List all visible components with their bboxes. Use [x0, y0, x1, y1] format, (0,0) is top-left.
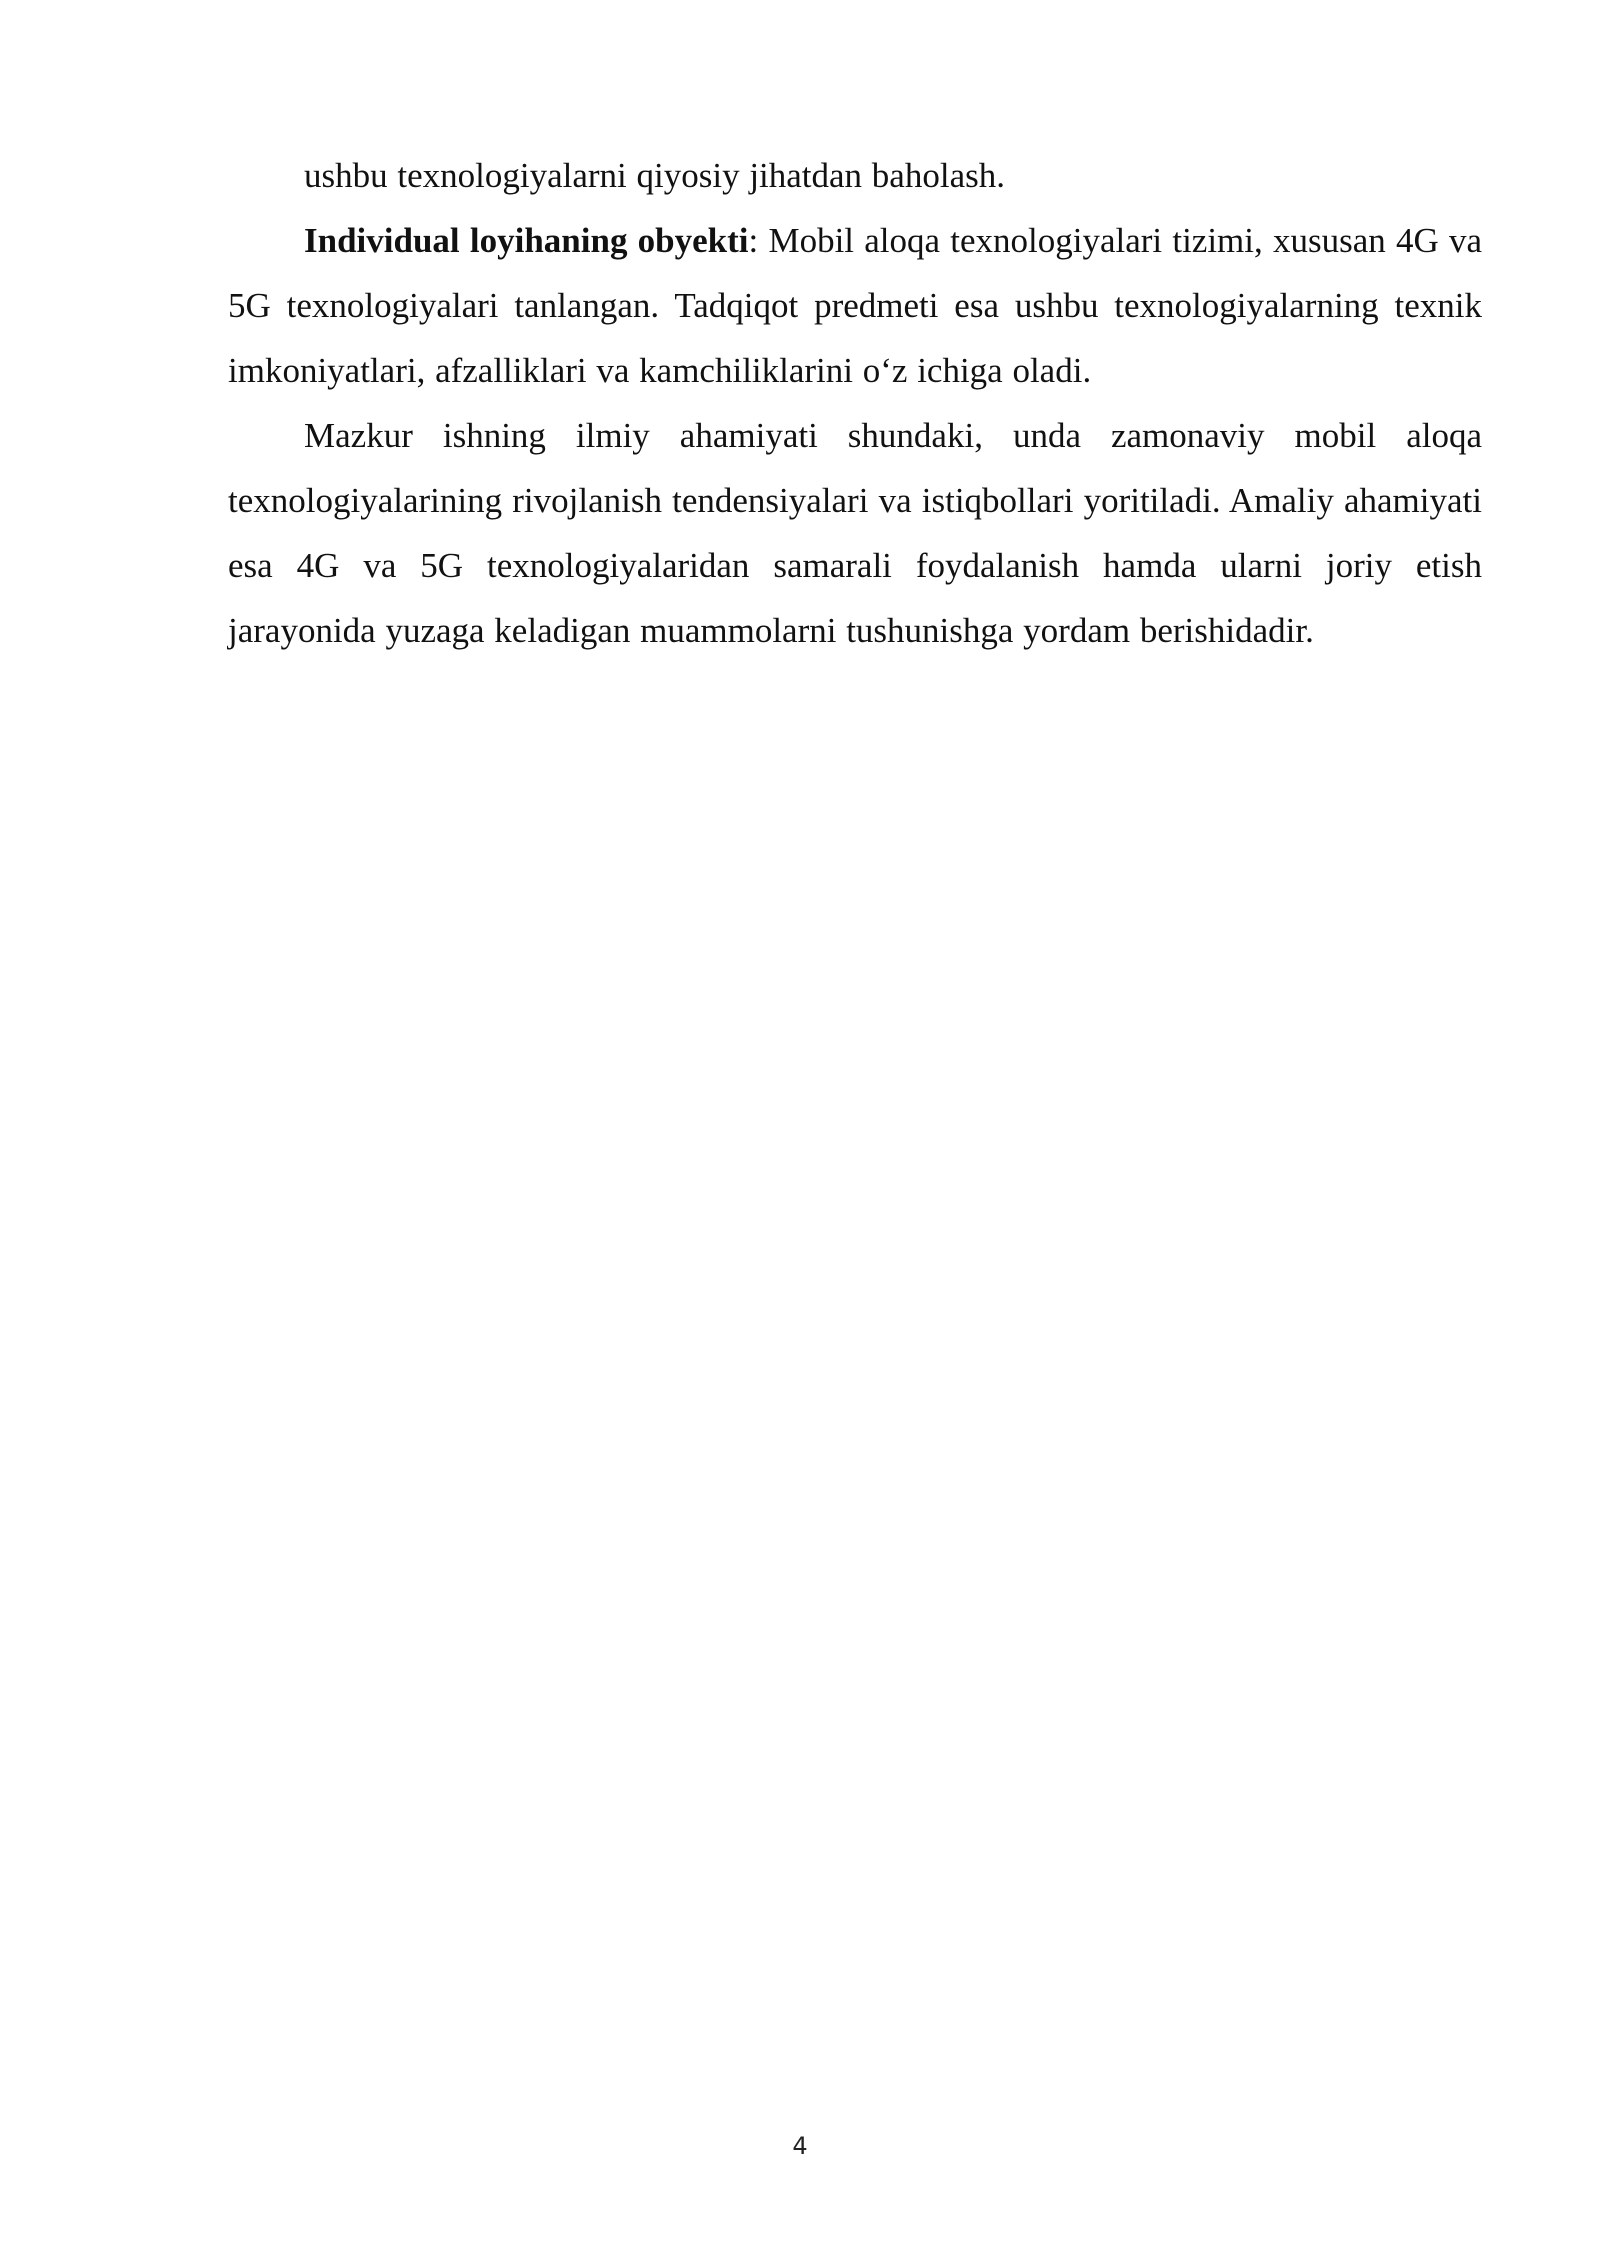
paragraph-1-text: ushbu texnologiyalarni qiyosiy jihatdan baholash. — [304, 156, 1005, 195]
paragraph-significance — [228, 403, 1482, 663]
paragraph-2-bold-lead: Individual loyihaning obyekti — [304, 221, 749, 260]
paragraph-3-text: Mazkur ishning ilmiy ahamiyati shundaki, unda zamonaviy mobil aloqa texnologiyalarining rivojlanish tendensiyalari va istiqbollari yoritiladi. Amaliy ahamiyati esa 4G va 5G texnologiyalaridan samarali foydalanish hamda ularni joriy etish jarayonida yuzaga keladigan muammolarni tushunishga yordam berishidadir. — [228, 416, 1482, 650]
paragraph-2-text: : Mobil aloqa texnologiyalari tizimi, xususan 4G va 5G texnologiyalari tanlangan. Tadqiqot predmeti esa ushbu texnologiyalarning texnik imkoniyatlari, afzalliklari va kamchiliklarini o‘z ichiga oladi. — [228, 221, 1482, 390]
paragraph-continuation — [228, 143, 1482, 208]
paragraph-object — [228, 208, 1482, 403]
page-number: 4 — [792, 2132, 808, 2160]
body-text — [228, 143, 1482, 663]
